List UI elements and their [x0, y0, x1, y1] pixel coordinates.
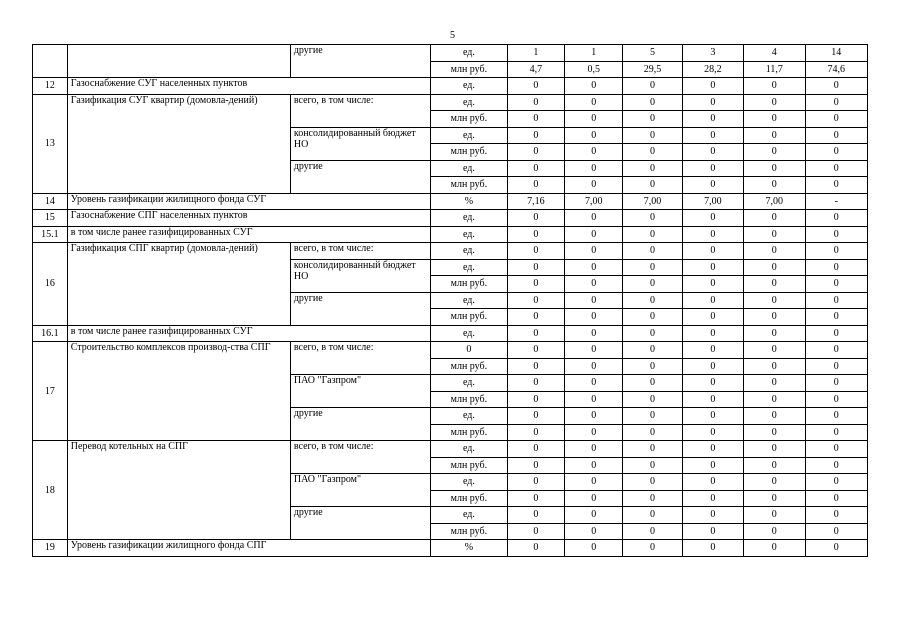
- value-cell: 0: [682, 457, 743, 474]
- unit-cell: ед.: [431, 210, 508, 227]
- value-cell: 0: [623, 127, 682, 144]
- value-cell: 0: [744, 94, 805, 111]
- sub-category: другие: [290, 507, 430, 540]
- unit-cell: ед.: [431, 94, 508, 111]
- unit-cell: ед.: [431, 160, 508, 177]
- value-cell: 0: [744, 540, 805, 557]
- value-cell: 0,5: [565, 61, 623, 78]
- table-row: [33, 193, 868, 210]
- value-cell: 0: [507, 78, 564, 95]
- value-cell: 0: [565, 127, 623, 144]
- value-cell: 0: [744, 226, 805, 243]
- value-cell: 0: [565, 424, 623, 441]
- value-cell: 0: [682, 424, 743, 441]
- value-cell: 28,2: [682, 61, 743, 78]
- value-cell: 0: [507, 474, 564, 491]
- row-number: [33, 45, 68, 78]
- value-cell: 7,16: [507, 193, 564, 210]
- row-description: в том числе ранее газифицированных СУГ: [67, 325, 430, 342]
- value-cell: 0: [623, 342, 682, 359]
- unit-cell: ед.: [431, 292, 508, 309]
- value-cell: 0: [682, 111, 743, 128]
- value-cell: 0: [682, 78, 743, 95]
- value-cell: 0: [507, 276, 564, 293]
- value-cell: 0: [565, 391, 623, 408]
- value-cell: 0: [565, 457, 623, 474]
- value-cell: 0: [744, 375, 805, 392]
- value-cell: 3: [682, 45, 743, 62]
- page-number: 5: [450, 30, 455, 41]
- value-cell: 0: [507, 490, 564, 507]
- unit-cell: ед.: [431, 507, 508, 524]
- value-cell: 0: [565, 408, 623, 425]
- value-cell: 0: [623, 292, 682, 309]
- row-number: 17: [33, 342, 68, 441]
- value-cell: 0: [565, 490, 623, 507]
- value-cell: 0: [565, 309, 623, 326]
- row-number: 15: [33, 210, 68, 227]
- value-cell: 0: [507, 540, 564, 557]
- value-cell: 0: [565, 111, 623, 128]
- value-cell: 0: [682, 441, 743, 458]
- value-cell: 0: [805, 309, 868, 326]
- value-cell: 0: [565, 292, 623, 309]
- value-cell: 0: [565, 507, 623, 524]
- sub-category: консолидированный бюджет НО: [290, 127, 430, 160]
- value-cell: 0: [623, 441, 682, 458]
- value-cell: 0: [565, 540, 623, 557]
- value-cell: 0: [565, 441, 623, 458]
- value-cell: 0: [805, 474, 868, 491]
- value-cell: 0: [507, 457, 564, 474]
- value-cell: 0: [507, 144, 564, 161]
- value-cell: 4,7: [507, 61, 564, 78]
- unit-cell: ед.: [431, 259, 508, 276]
- value-cell: 11,7: [744, 61, 805, 78]
- row-number: 19: [33, 540, 68, 557]
- value-cell: 0: [805, 243, 868, 260]
- value-cell: 0: [805, 276, 868, 293]
- value-cell: 0: [805, 358, 868, 375]
- unit-cell: млн руб.: [431, 490, 508, 507]
- value-cell: 74,6: [805, 61, 868, 78]
- value-cell: 0: [805, 292, 868, 309]
- value-cell: 0: [805, 540, 868, 557]
- value-cell: 1: [565, 45, 623, 62]
- value-cell: 0: [623, 490, 682, 507]
- value-cell: 7,00: [682, 193, 743, 210]
- table-row: [33, 226, 868, 243]
- table-row: [33, 325, 868, 342]
- value-cell: 0: [682, 210, 743, 227]
- value-cell: 0: [682, 226, 743, 243]
- value-cell: 0: [805, 177, 868, 194]
- value-cell: 0: [565, 160, 623, 177]
- value-cell: 0: [682, 94, 743, 111]
- row-number: 18: [33, 441, 68, 540]
- value-cell: 0: [744, 127, 805, 144]
- sub-category: другие: [290, 292, 430, 325]
- table-row: [33, 45, 868, 62]
- row-description: Газоснабжение СПГ населенных пунктов: [67, 210, 430, 227]
- sub-category: всего, в том числе:: [290, 94, 430, 127]
- value-cell: 0: [507, 127, 564, 144]
- value-cell: 4: [744, 45, 805, 62]
- row-description: [67, 45, 290, 78]
- value-cell: 0: [623, 457, 682, 474]
- value-cell: 0: [805, 94, 868, 111]
- value-cell: 1: [507, 45, 564, 62]
- row-number: 13: [33, 94, 68, 193]
- unit-cell: млн руб.: [431, 457, 508, 474]
- value-cell: 0: [682, 358, 743, 375]
- value-cell: 0: [565, 342, 623, 359]
- value-cell: 0: [507, 391, 564, 408]
- value-cell: 0: [744, 457, 805, 474]
- unit-cell: ед.: [431, 441, 508, 458]
- value-cell: 0: [623, 243, 682, 260]
- value-cell: 0: [565, 243, 623, 260]
- value-cell: 0: [623, 358, 682, 375]
- value-cell: 0: [507, 309, 564, 326]
- row-number: 14: [33, 193, 68, 210]
- value-cell: 0: [623, 78, 682, 95]
- unit-cell: млн руб.: [431, 358, 508, 375]
- row-description: Уровень газификации жилищного фонда СУГ: [67, 193, 430, 210]
- value-cell: 0: [565, 94, 623, 111]
- unit-cell: ед.: [431, 78, 508, 95]
- value-cell: 0: [805, 490, 868, 507]
- value-cell: 0: [805, 78, 868, 95]
- value-cell: 0: [565, 210, 623, 227]
- value-cell: 0: [805, 127, 868, 144]
- value-cell: 0: [682, 490, 743, 507]
- value-cell: 0: [744, 309, 805, 326]
- value-cell: 0: [805, 408, 868, 425]
- value-cell: 0: [507, 111, 564, 128]
- value-cell: 0: [805, 375, 868, 392]
- value-cell: 0: [744, 111, 805, 128]
- value-cell: 0: [507, 94, 564, 111]
- value-cell: 0: [507, 441, 564, 458]
- unit-cell: ед.: [431, 127, 508, 144]
- value-cell: 0: [805, 325, 868, 342]
- value-cell: 0: [682, 375, 743, 392]
- gasification-table: [32, 44, 868, 557]
- value-cell: 0: [623, 177, 682, 194]
- value-cell: 0: [682, 160, 743, 177]
- unit-cell: ед.: [431, 375, 508, 392]
- unit-cell: %: [431, 540, 508, 557]
- row-description: Строительство комплексов производ-ства СПГ: [67, 342, 290, 441]
- value-cell: 0: [565, 276, 623, 293]
- value-cell: 0: [682, 523, 743, 540]
- row-number: 16: [33, 243, 68, 326]
- value-cell: 0: [805, 441, 868, 458]
- row-number: 12: [33, 78, 68, 95]
- value-cell: 0: [507, 226, 564, 243]
- value-cell: 0: [682, 127, 743, 144]
- value-cell: 0: [565, 523, 623, 540]
- value-cell: 0: [744, 325, 805, 342]
- value-cell: 0: [744, 259, 805, 276]
- unit-cell: млн руб.: [431, 177, 508, 194]
- value-cell: 0: [805, 424, 868, 441]
- value-cell: 0: [623, 226, 682, 243]
- value-cell: 0: [623, 276, 682, 293]
- value-cell: 0: [682, 276, 743, 293]
- row-number: 16.1: [33, 325, 68, 342]
- value-cell: 0: [744, 391, 805, 408]
- value-cell: 0: [507, 325, 564, 342]
- value-cell: 7,00: [565, 193, 623, 210]
- value-cell: 0: [744, 160, 805, 177]
- value-cell: 0: [805, 342, 868, 359]
- value-cell: 0: [805, 226, 868, 243]
- value-cell: 0: [565, 325, 623, 342]
- value-cell: 0: [805, 111, 868, 128]
- sub-category: всего, в том числе:: [290, 342, 430, 375]
- sub-category: другие: [290, 160, 430, 193]
- value-cell: 0: [744, 243, 805, 260]
- value-cell: 0: [744, 342, 805, 359]
- value-cell: 0: [623, 375, 682, 392]
- value-cell: 29,5: [623, 61, 682, 78]
- sub-category: консолидированный бюджет НО: [290, 259, 430, 292]
- value-cell: 0: [682, 408, 743, 425]
- value-cell: 0: [565, 78, 623, 95]
- unit-cell: млн руб.: [431, 61, 508, 78]
- value-cell: 0: [682, 474, 743, 491]
- value-cell: 0: [682, 309, 743, 326]
- table-row: [33, 210, 868, 227]
- unit-cell: %: [431, 193, 508, 210]
- value-cell: 0: [744, 474, 805, 491]
- row-description: Уровень газификации жилищного фонда СПГ: [67, 540, 430, 557]
- value-cell: 0: [805, 507, 868, 524]
- value-cell: 0: [682, 540, 743, 557]
- value-cell: 0: [744, 358, 805, 375]
- table-row: [33, 78, 868, 95]
- sub-category: ПАО "Газпром": [290, 474, 430, 507]
- value-cell: 0: [623, 94, 682, 111]
- value-cell: 0: [623, 144, 682, 161]
- value-cell: -: [805, 193, 868, 210]
- value-cell: 0: [623, 424, 682, 441]
- table-body: [33, 45, 868, 557]
- value-cell: 0: [744, 78, 805, 95]
- value-cell: 0: [682, 144, 743, 161]
- unit-cell: млн руб.: [431, 391, 508, 408]
- value-cell: 0: [623, 309, 682, 326]
- unit-cell: ед.: [431, 243, 508, 260]
- value-cell: 0: [507, 408, 564, 425]
- value-cell: 0: [682, 292, 743, 309]
- unit-cell: 0: [431, 342, 508, 359]
- row-description: Газификация СПГ квартир (домовла-дений): [67, 243, 290, 326]
- value-cell: 0: [507, 160, 564, 177]
- unit-cell: ед.: [431, 45, 508, 62]
- unit-cell: ед.: [431, 474, 508, 491]
- value-cell: 0: [565, 177, 623, 194]
- value-cell: 0: [623, 210, 682, 227]
- value-cell: 0: [507, 177, 564, 194]
- value-cell: 0: [744, 292, 805, 309]
- value-cell: 0: [623, 523, 682, 540]
- value-cell: 0: [744, 507, 805, 524]
- value-cell: 7,00: [623, 193, 682, 210]
- row-description: Перевод котельных на СПГ: [67, 441, 290, 540]
- value-cell: 0: [565, 226, 623, 243]
- table-row: [33, 243, 868, 260]
- sub-category: другие: [290, 45, 430, 78]
- unit-cell: млн руб.: [431, 424, 508, 441]
- unit-cell: млн руб.: [431, 276, 508, 293]
- table-row: [33, 342, 868, 359]
- value-cell: 0: [565, 144, 623, 161]
- value-cell: 0: [623, 507, 682, 524]
- value-cell: 0: [682, 391, 743, 408]
- value-cell: 0: [682, 259, 743, 276]
- value-cell: 0: [507, 358, 564, 375]
- value-cell: 0: [507, 375, 564, 392]
- value-cell: 0: [744, 441, 805, 458]
- unit-cell: млн руб.: [431, 309, 508, 326]
- value-cell: 0: [623, 408, 682, 425]
- table-row: [33, 540, 868, 557]
- value-cell: 0: [744, 424, 805, 441]
- value-cell: 0: [805, 523, 868, 540]
- value-cell: 0: [507, 243, 564, 260]
- value-cell: 14: [805, 45, 868, 62]
- unit-cell: млн руб.: [431, 144, 508, 161]
- value-cell: 0: [623, 111, 682, 128]
- value-cell: 0: [682, 325, 743, 342]
- value-cell: 0: [623, 391, 682, 408]
- unit-cell: ед.: [431, 226, 508, 243]
- unit-cell: млн руб.: [431, 523, 508, 540]
- sub-category: всего, в том числе:: [290, 441, 430, 474]
- value-cell: 0: [623, 474, 682, 491]
- value-cell: 0: [507, 424, 564, 441]
- value-cell: 0: [744, 490, 805, 507]
- value-cell: 0: [682, 177, 743, 194]
- value-cell: 0: [805, 391, 868, 408]
- value-cell: 0: [805, 160, 868, 177]
- value-cell: 0: [623, 325, 682, 342]
- row-number: 15.1: [33, 226, 68, 243]
- row-description: в том числе ранее газифицированных СУГ: [67, 226, 430, 243]
- value-cell: 0: [682, 342, 743, 359]
- value-cell: 0: [744, 210, 805, 227]
- value-cell: 0: [565, 259, 623, 276]
- sub-category: другие: [290, 408, 430, 441]
- value-cell: 0: [565, 474, 623, 491]
- value-cell: 0: [623, 540, 682, 557]
- value-cell: 0: [805, 144, 868, 161]
- value-cell: 0: [507, 523, 564, 540]
- unit-cell: ед.: [431, 408, 508, 425]
- sub-category: ПАО "Газпром": [290, 375, 430, 408]
- value-cell: 0: [565, 358, 623, 375]
- value-cell: 0: [805, 457, 868, 474]
- value-cell: 0: [744, 177, 805, 194]
- value-cell: 0: [507, 507, 564, 524]
- value-cell: 7,00: [744, 193, 805, 210]
- sub-category: всего, в том числе:: [290, 243, 430, 260]
- value-cell: 0: [623, 259, 682, 276]
- value-cell: 0: [623, 160, 682, 177]
- row-description: Газификация СУГ квартир (домовла-дений): [67, 94, 290, 193]
- value-cell: 0: [744, 408, 805, 425]
- value-cell: 0: [744, 276, 805, 293]
- row-description: Газоснабжение СУГ населенных пунктов: [67, 78, 430, 95]
- value-cell: 0: [682, 243, 743, 260]
- table-row: [33, 441, 868, 458]
- value-cell: 0: [507, 292, 564, 309]
- value-cell: 0: [805, 259, 868, 276]
- value-cell: 0: [682, 507, 743, 524]
- value-cell: 0: [565, 375, 623, 392]
- value-cell: 0: [744, 144, 805, 161]
- table-row: [33, 94, 868, 111]
- unit-cell: млн руб.: [431, 111, 508, 128]
- value-cell: 5: [623, 45, 682, 62]
- value-cell: 0: [744, 523, 805, 540]
- value-cell: 0: [507, 210, 564, 227]
- value-cell: 0: [507, 342, 564, 359]
- unit-cell: ед.: [431, 325, 508, 342]
- value-cell: 0: [805, 210, 868, 227]
- value-cell: 0: [507, 259, 564, 276]
